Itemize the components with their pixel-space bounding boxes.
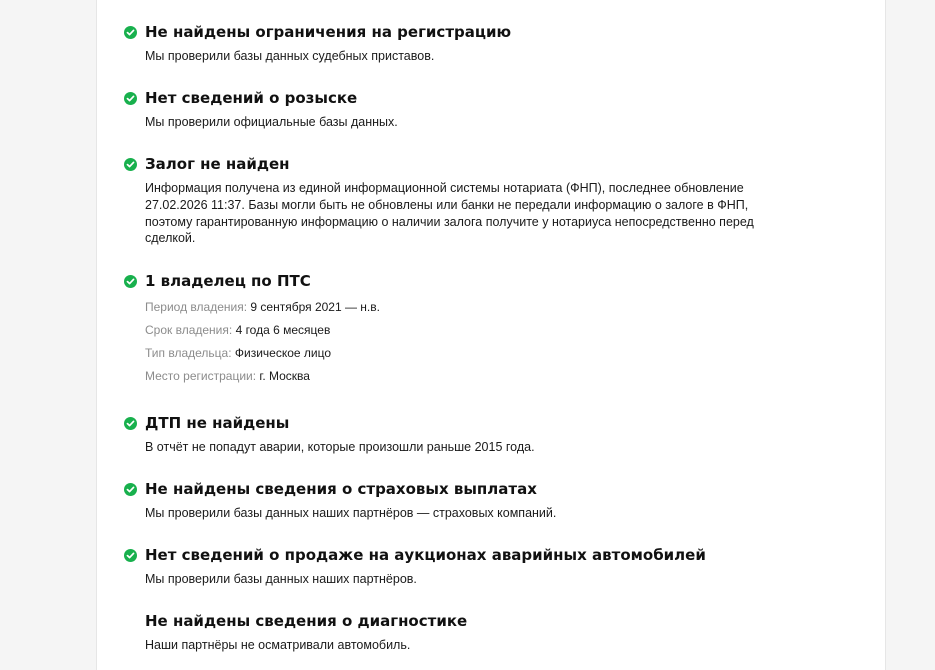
section-description: Информация получена из единой информационной системы нотариата (ФНП), последнее обновление 27.02.2026 11:37. Базы могли быть не обновлены или банки не передали информацию о залоге в ФНП, поэтому гарантированную информацию о наличии залога получите у нотариуса непосредственно перед сделкой.: [145, 181, 754, 246]
check-registration-restrictions: [145, 21, 845, 65]
check-circle-icon: [124, 26, 137, 39]
check-circle-icon: [124, 483, 137, 496]
owner-detail-row: [145, 322, 845, 338]
detail-value: 9 сентября 2021 — н.в.: [250, 300, 380, 314]
section-description: Мы проверили базы данных наших партнёров.: [145, 572, 417, 586]
check-diagnostics: [145, 610, 845, 654]
check-auctions: [145, 544, 845, 588]
detail-value: Физическое лицо: [234, 346, 332, 360]
check-wanted: [145, 87, 845, 131]
detail-label: Тип владельца:: [145, 346, 232, 360]
section-title: Нет сведений о розыске: [145, 89, 358, 107]
section-title: 1 владелец по ПТС: [145, 272, 311, 290]
section-description: Мы проверили официальные базы данных.: [145, 115, 398, 129]
section-title: Не найдены ограничения на регистрацию: [145, 23, 512, 41]
section-title: Залог не найден: [145, 155, 290, 173]
section-title: Не найдены сведения о диагностике: [145, 612, 468, 630]
report-card: [96, 0, 886, 670]
check-circle-icon: [124, 417, 137, 430]
owner-details: [145, 299, 845, 384]
section-title: Не найдены сведения о страховых выплатах: [145, 480, 537, 498]
section-title: ДТП не найдены: [145, 414, 290, 432]
check-circle-icon: [124, 549, 137, 562]
check-circle-icon: [124, 275, 137, 288]
owner-detail-row: [145, 345, 845, 361]
section-description: Мы проверили базы данных наших партнёров — страховых компаний.: [145, 506, 557, 520]
check-circle-icon: [124, 92, 137, 105]
detail-label: Место регистрации:: [145, 369, 257, 383]
detail-value: г. Москва: [259, 369, 310, 383]
check-circle-icon: [124, 158, 137, 171]
detail-label: Срок владения:: [145, 323, 233, 337]
check-pledge: [145, 153, 845, 247]
owner-detail-row: [145, 299, 845, 315]
check-owners: [145, 270, 845, 384]
detail-value: 4 года 6 месяцев: [235, 323, 331, 337]
owner-detail-row: [145, 368, 845, 384]
detail-label: Период владения:: [145, 300, 248, 314]
section-description: Мы проверили базы данных судебных приставов.: [145, 49, 435, 63]
section-description: В отчёт не попадут аварии, которые произошли раньше 2015 года.: [145, 440, 535, 454]
check-accidents: [145, 412, 845, 456]
section-description: Наши партнёры не осматривали автомобиль.: [145, 638, 411, 652]
check-insurance-payments: [145, 478, 845, 522]
section-title: Нет сведений о продаже на аукционах аварийных автомобилей: [145, 546, 706, 564]
